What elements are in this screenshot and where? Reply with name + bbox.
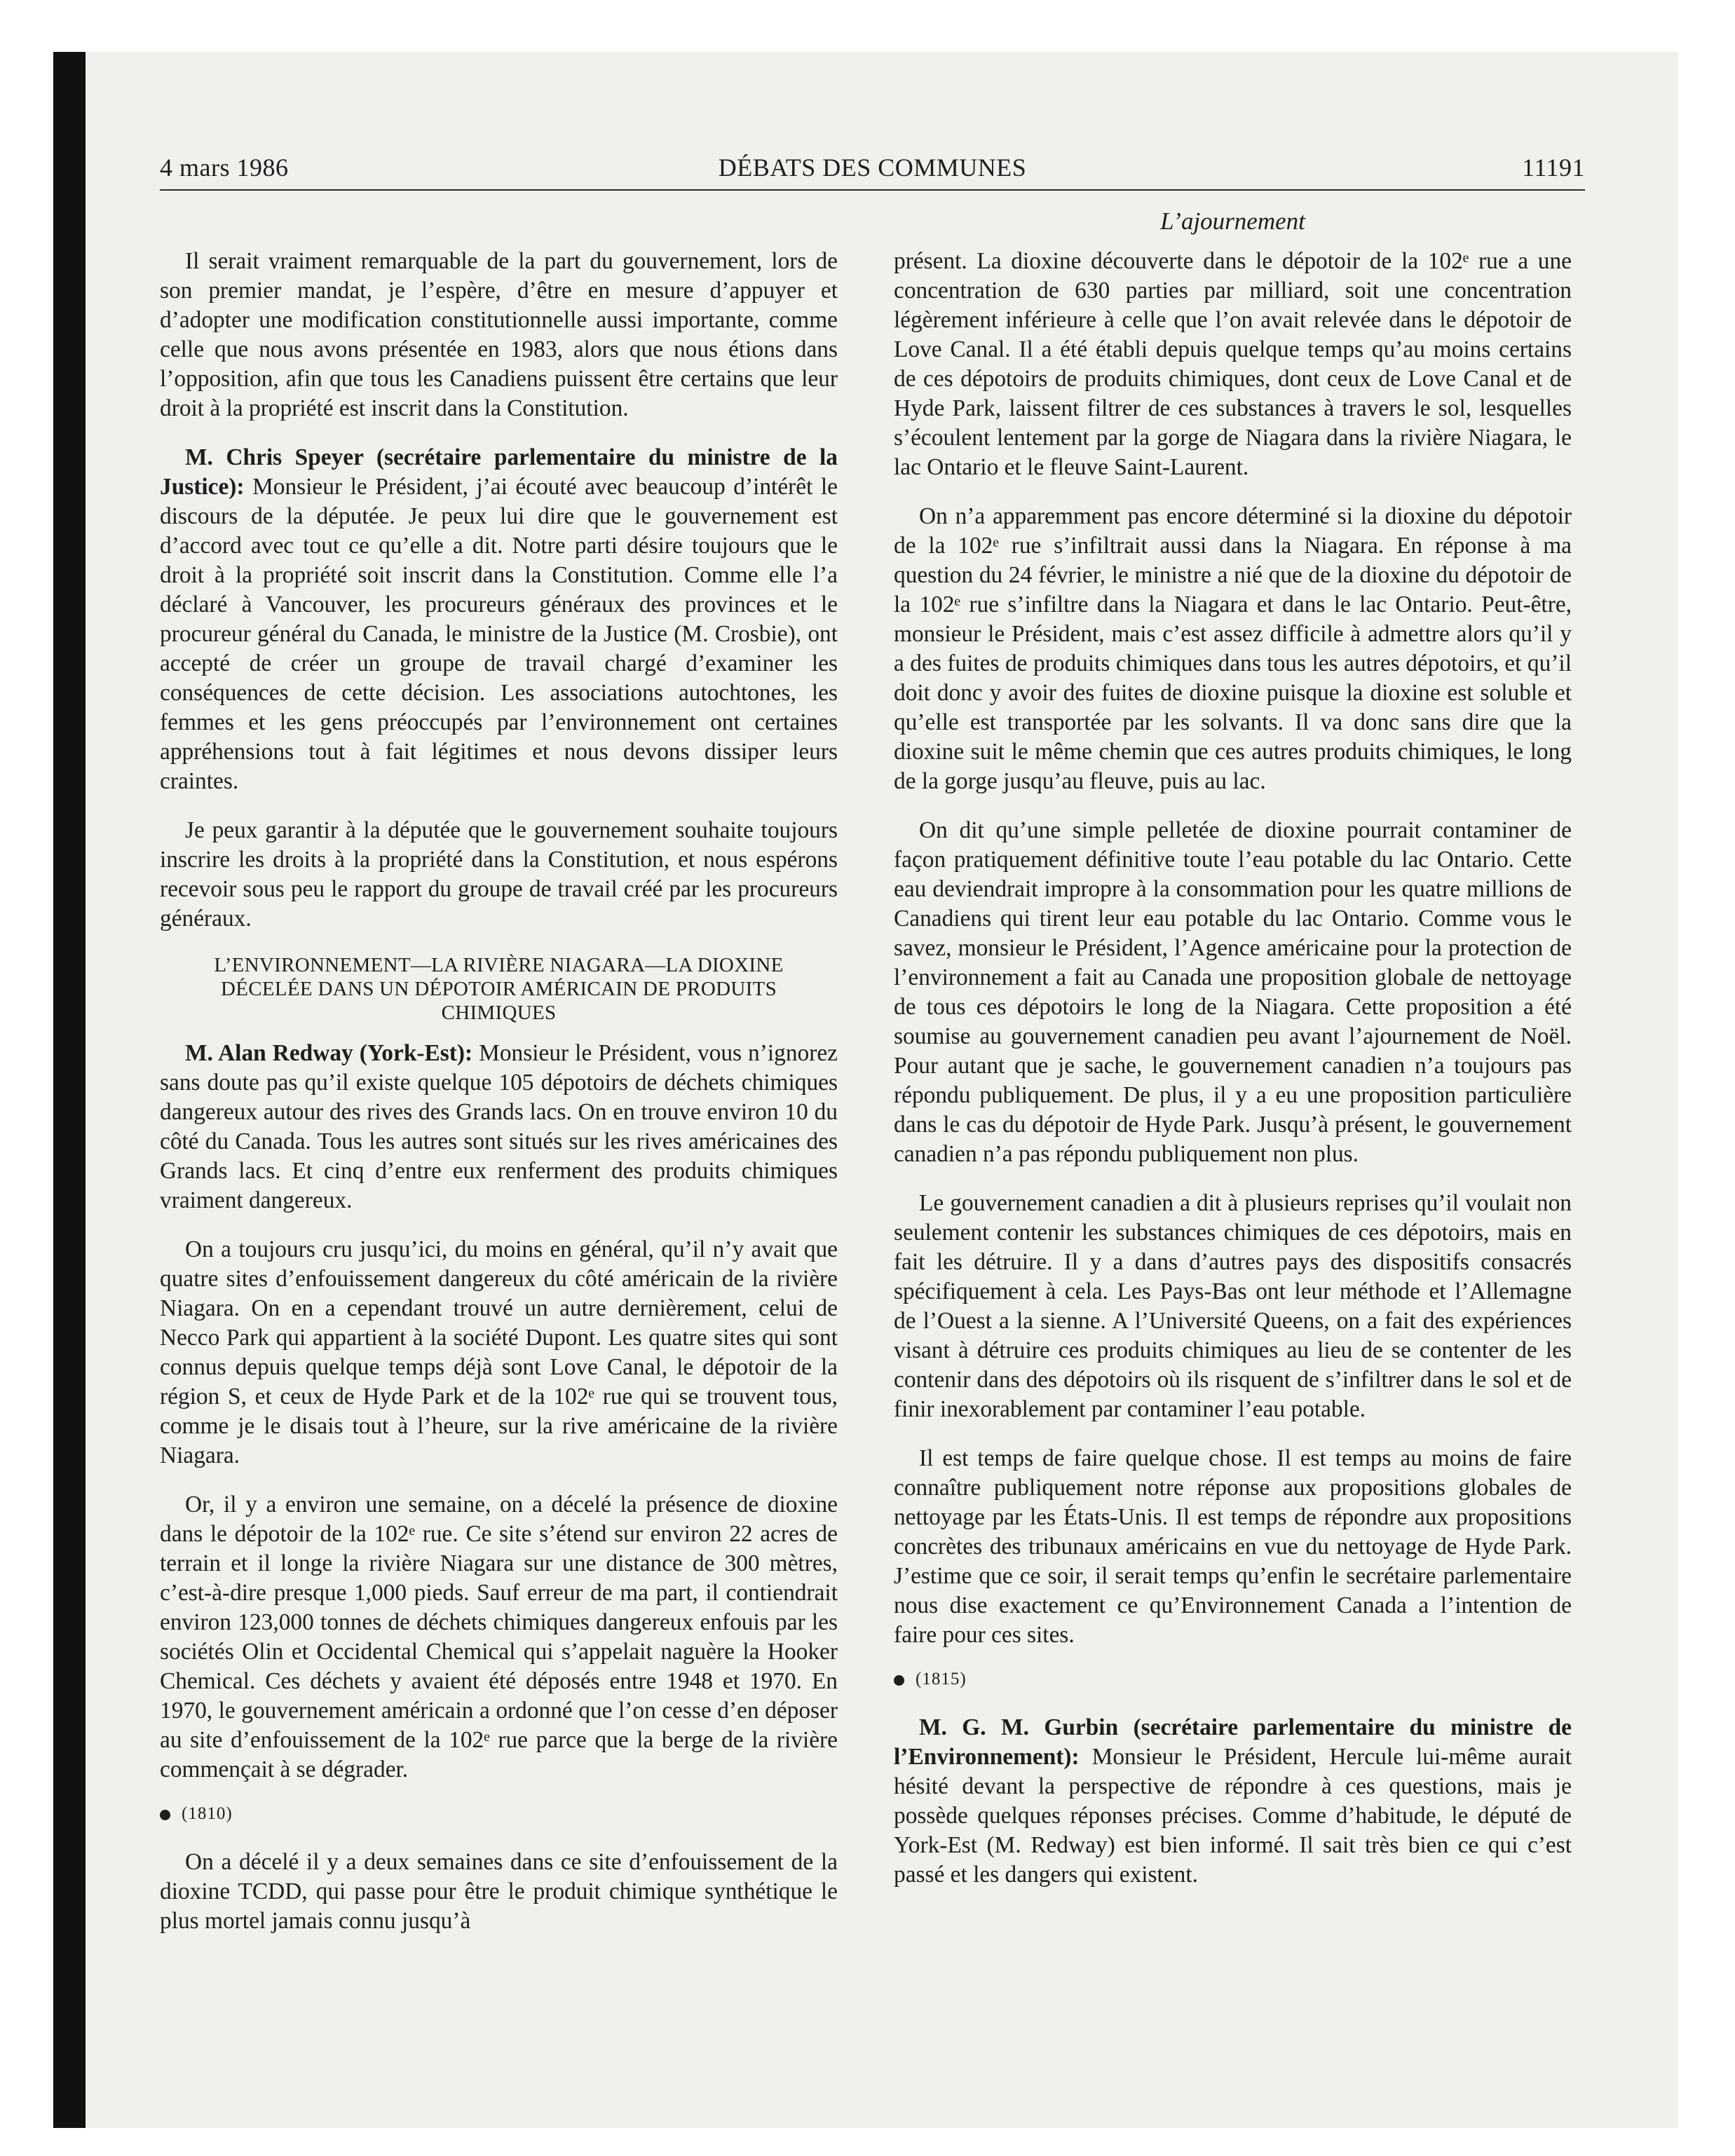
paragraph: Il serait vraiment remarquable de la part du gouvernement, lors de son premier mandat, je l’espère, d’être en mesure d’appuyer et d’adopter une modification constitutionnelle aussi importante, comme celle que nous avons présentée en 1983, alors que nous étions dans l’opposition, afin que tous les Canadiens puissent être certains que leur droit à la propriété est inscrit dans la Constitution. <box>160 248 838 421</box>
paragraph: On dit qu’une simple pelletée de dioxine pourrait contaminer de façon pratiquement définitive toute l’eau potable du lac Ontario. Cette eau deviendrait impropre à la consommation pour les quatre millions de Canadiens qui tirent leur eau potable du lac Ontario. Comme vous le savez, monsieur le Président, l’Agence américaine pour la protection de l’environnement a fait au Canada une proposition globale de nettoyage de tous ces dépotoirs le long de la Niagara. Cette proposition a été soumise au gouvernement canadien peu avant l’ajournement de Noël. Pour autant que je sache, le gouvernement canadien n’a toujours pas répondu publiquement. De plus, il y a eu une proposition particulière dans le cas du dépotoir de Hyde Park. Jusqu’à présent, le gouvernement canadien n’a pas répondu publiquement non plus. <box>894 817 1572 1167</box>
header-title: DÉBATS DES COMMUNES <box>718 153 1027 182</box>
speech-text: Monsieur le Président, j’ai écouté avec beaucoup d’intérêt le discours de la députée. Je peux lui dire que le gouvernement est d’accord avec tout ce qu’elle a dit. Notre parti désire toujours que le droit à la propriété soit inscrit dans la Constitution. Comme elle l’a déclaré à Vancouver, les procureurs généraux des provinces et le procureur général du Canada, le ministre de la Justice (M. Crosbie), ont accepté de créer un groupe de travail chargé d’examiner les conséquences de cette décision. Les associations autochtones, les femmes et les gens préoccupés par l’environnement ont certaines appréhensions tout à fait légitimes et nous devons dissiper leurs craintes. <box>160 474 838 794</box>
paragraph: Or, il y a environ une semaine, on a décelé la présence de dioxine dans le dépotoir de la 102ᵉ rue. Ce site s’étend sur environ 22 acres de terrain et il longe la rivière Niagara sur une distance de 300 mètres, c’est-à-dire presque 1,000 pieds. Sauf erreur de ma part, il contiendrait environ 123,000 tonnes de déchets chimiques dangereux enfouis par les sociétés Olin et Occidental Chemical qui s’appelait naguère la Hooker Chemical. Ces déchets y avaient été déposés entre 1948 et 1970. En 1970, le gouvernement américain a ordonné que l’on cesse d’en déposer au site d’enfouissement de la 102ᵉ rue parce que la berge de la rivière commençait à se dégrader. <box>160 1492 838 1782</box>
right-column <box>894 203 1572 1909</box>
paragraph: Il est temps de faire quelque chose. Il est temps au moins de faire connaître publiquement notre réponse aux propositions globales de nettoyage par les États-Unis. Il est temps de répondre aux propositions concrètes des tribunaux américains en vue du nettoyage de Hyde Park. J’estime que ce soir, il serait temps qu’enfin le secrétaire parlementaire nous dise exactement ce qu’Environnement Canada a l’intention de faire pour ces sites. <box>894 1445 1572 1648</box>
speaker-name: M. G. M. Gurbin (secrétaire parlementaire du ministre de l’Environnement): <box>894 1714 1572 1770</box>
paragraph: On a toujours cru jusqu’ici, du moins en général, qu’il n’y avait que quatre sites d’enfouissement dangereux du côté américain de la rivière Niagara. On en a cependant trouvé un autre dernièrement, celui de Necco Park qui appartient à la société Dupont. Les quatre sites qui sont connus depuis quelque temps déjà sont Love Canal, le dépotoir de la région S, et ceux de Hyde Park et de la 102ᵉ rue qui se trouvent tous, comme je le disais tout à l’heure, sur la rive américaine de la rivière Niagara. <box>160 1236 838 1468</box>
timestamp-text: (1815) <box>916 1670 967 1688</box>
paragraph <box>894 1713 1572 1890</box>
page-header <box>160 153 1585 189</box>
header-page-number: 11191 <box>1522 153 1585 182</box>
paragraph <box>160 1039 838 1215</box>
paragraph: Le gouvernement canadien a dit à plusieurs reprises qu’il voulait non seulement contenir les substances chimiques de ces dépotoirs, mais en fait les détruire. Il y a dans d’autres pays des dispositifs consacrés spécifiquement à cela. Les Pays-Bas ont leur méthode et l’Allemagne de l’Ouest a la sienne. A l’Université Queens, on a fait des expériences visant à détruire ces produits chimiques au lieu de se contenter de les contenir dans des dépotoirs où ils risquent de s’infiltrer dans le sol et de finir inexorablement par contaminer l’eau potable. <box>894 1190 1572 1422</box>
bullet-icon <box>894 1675 904 1686</box>
timestamp <box>160 1804 838 1824</box>
left-column <box>160 247 838 1956</box>
running-head: L’ajournement <box>1160 207 1305 235</box>
section-heading: L’ENVIRONNEMENT—LA RIVIÈRE NIAGARA—LA DIOXINE DÉCELÉE DANS UN DÉPOTOIR AMÉRICAIN DE PRODUITS CHIMIQUES <box>214 954 784 1024</box>
paragraph: Je peux garantir à la députée que le gouvernement souhaite toujours inscrire les droits à la propriété dans la Constitution, et nous espérons recevoir sous peu le rapport du groupe de travail créé par les procureurs généraux. <box>160 817 838 932</box>
timestamp-text: (1810) <box>182 1804 233 1823</box>
speaker-name: M. Alan Redway (York-Est): <box>185 1040 473 1066</box>
timestamp <box>894 1670 1572 1689</box>
speech-text: Monsieur le Président, vous n’ignorez sans doute pas qu’il existe quelque 105 dépotoirs de déchets chimiques dangereux autour des rives des Grands lacs. On en trouve environ 10 du côté du Canada. Tous les autres sont situés sur les rives américaines des Grands lacs. Et cinq d’entre eux renferment des produits chimiques vraiment dangereux. <box>160 1040 838 1213</box>
paragraph: On a décelé il y a deux semaines dans ce site d’enfouissement de la dioxine TCDD, qui passe pour être le produit chimique synthétique le plus mortel jamais connu jusqu’à <box>160 1849 838 1934</box>
paragraph: On n’a apparemment pas encore déterminé si la dioxine du dépotoir de la 102ᵉ rue s’infiltrait aussi dans la Niagara. En réponse à ma question du 24 février, le ministre a nié que de la dioxine du dépotoir de la 102ᵉ rue s’infiltre dans la Niagara et dans le lac Ontario. Peut-être, monsieur le Président, mais c’est assez difficile à admettre alors qu’il y a des fuites de produits chimiques dans tous les autres dépotoirs, et qu’il doit donc y avoir des fuites de dioxine puisque la dioxine est soluble et qu’elle est transportée par les solvants. Il va donc sans dire que la dioxine suit le même chemin que ces autres produits chimiques, le long de la gorge jusqu’au fleuve, puis au lac. <box>894 503 1572 794</box>
speech-text: Monsieur le Président, Hercule lui-même aurait hésité devant la perspective de répondre à ces questions, mais je possède quelques réponses précises. Comme d’habitude, le député de York-Est (M. Redway) est bien informé. Il sait très bien ce qui c’est passé et les dangers qui existent. <box>894 1744 1572 1888</box>
header-date: 4 mars 1986 <box>160 153 289 182</box>
scan-edge-shadow <box>53 52 86 2128</box>
bullet-icon <box>160 1810 170 1820</box>
paragraph: présent. La dioxine découverte dans le dépotoir de la 102ᵉ rue a une concentration de 630 parties par milliard, soit une concentration légèrement inférieure à celle que l’on avait relevée dans le dépotoir de Love Canal. Il a été établi depuis quelque temps qu’au moins certains de ces dépotoirs de produits chimiques, dont ceux de Love Canal et de Hyde Park, laissent filtrer de ces substances à travers le sol, lesquelles s’écoulent lentement par la gorge de Niagara dans la rivière Niagara, le lac Ontario et le fleuve Saint-Laurent. <box>894 248 1572 480</box>
speaker-name: M. Chris Speyer (secrétaire parlementaire du ministre de la Justice): <box>160 444 838 500</box>
header-rule <box>160 189 1585 191</box>
paragraph <box>160 443 838 796</box>
